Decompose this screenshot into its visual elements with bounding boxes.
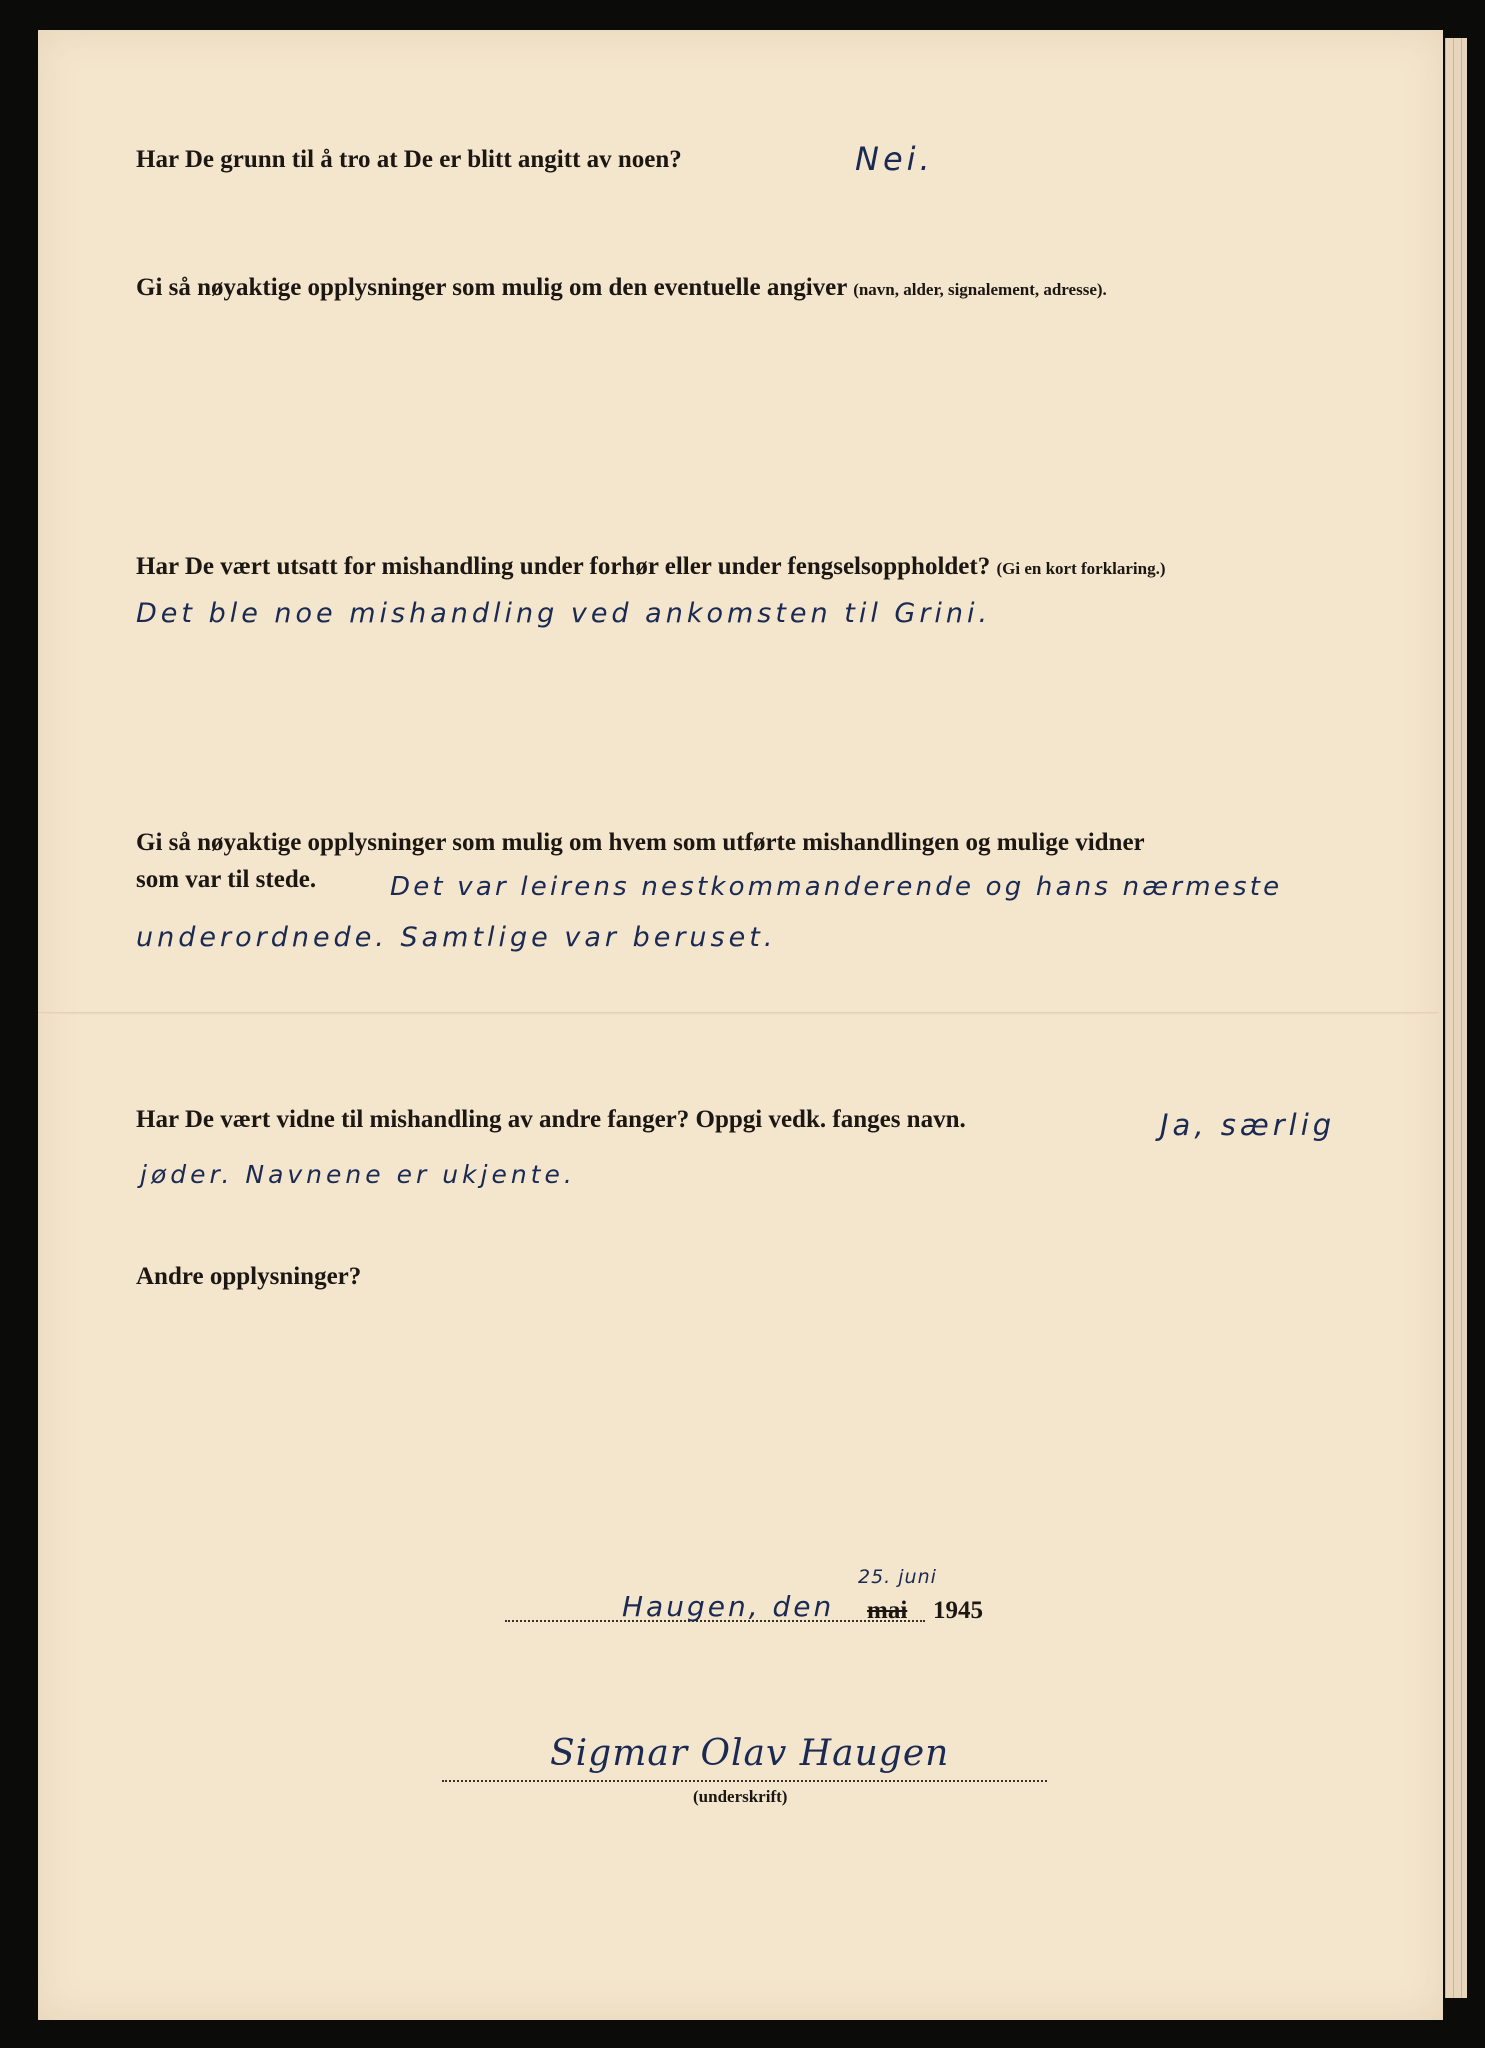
form-page bbox=[38, 30, 1443, 2020]
month-printed-struck: mai bbox=[867, 1597, 908, 1624]
signature-caption: (underskrift) bbox=[693, 1787, 788, 1806]
question-mishandling bbox=[136, 553, 1166, 581]
question-mishandling-text: Har De vært utsatt for mishandling under forhør eller under fengselsoppholdet? bbox=[136, 553, 991, 580]
year-printed: 1945 bbox=[933, 1597, 983, 1624]
answer-vidne-line2: jøder. Navnene er ukjente. bbox=[140, 1160, 576, 1189]
question-mishandling-note: (Gi en kort forklaring.) bbox=[996, 559, 1166, 578]
stacked-page-edge bbox=[1461, 38, 1467, 1998]
question-angiver-text: Gi så nøyaktige opplysninger som mulig om den eventuelle angiver bbox=[136, 274, 847, 301]
question-angiver bbox=[136, 274, 1107, 302]
question-andre: Andre opplysninger? bbox=[136, 1263, 362, 1290]
answer-utforte-line1: Det var leirens nestkommanderende og hans nærmeste bbox=[390, 872, 1283, 902]
answer-angitt: Nei. bbox=[855, 140, 934, 178]
question-utforte-line2: som var til stede. bbox=[136, 866, 317, 893]
answer-mishandling: Det ble noe mishandling ved ankomsten til Grini. bbox=[136, 598, 992, 629]
question-angiver-note: (navn, alder, signalement, adresse). bbox=[853, 280, 1107, 299]
question-utforte-line1: Gi så nøyaktige opplysninger som mulig om hvem som utførte mishandlingen og mulige vidner bbox=[136, 829, 1145, 856]
place-date-text: Haugen, den bbox=[622, 1590, 835, 1623]
signature: Sigmar Olav Haugen bbox=[550, 1733, 950, 1774]
signature-line bbox=[442, 1780, 1047, 1782]
question-vidne: Har De vært vidne til mishandling av andre fanger? Oppgi vedk. fanges navn. bbox=[136, 1106, 966, 1133]
paper-fold bbox=[38, 1012, 1438, 1015]
answer-vidne-line1: Ja, særlig bbox=[1160, 1108, 1336, 1142]
question-angitt: Har De grunn til å tro at De er blitt angitt av noen? bbox=[136, 146, 682, 173]
date-handwritten: 25. juni bbox=[858, 1566, 937, 1588]
stacked-page-edge bbox=[1453, 38, 1461, 1998]
stacked-page-edge bbox=[1445, 38, 1453, 1998]
answer-utforte-line2: underordnede. Samtlige var beruset. bbox=[136, 922, 777, 953]
